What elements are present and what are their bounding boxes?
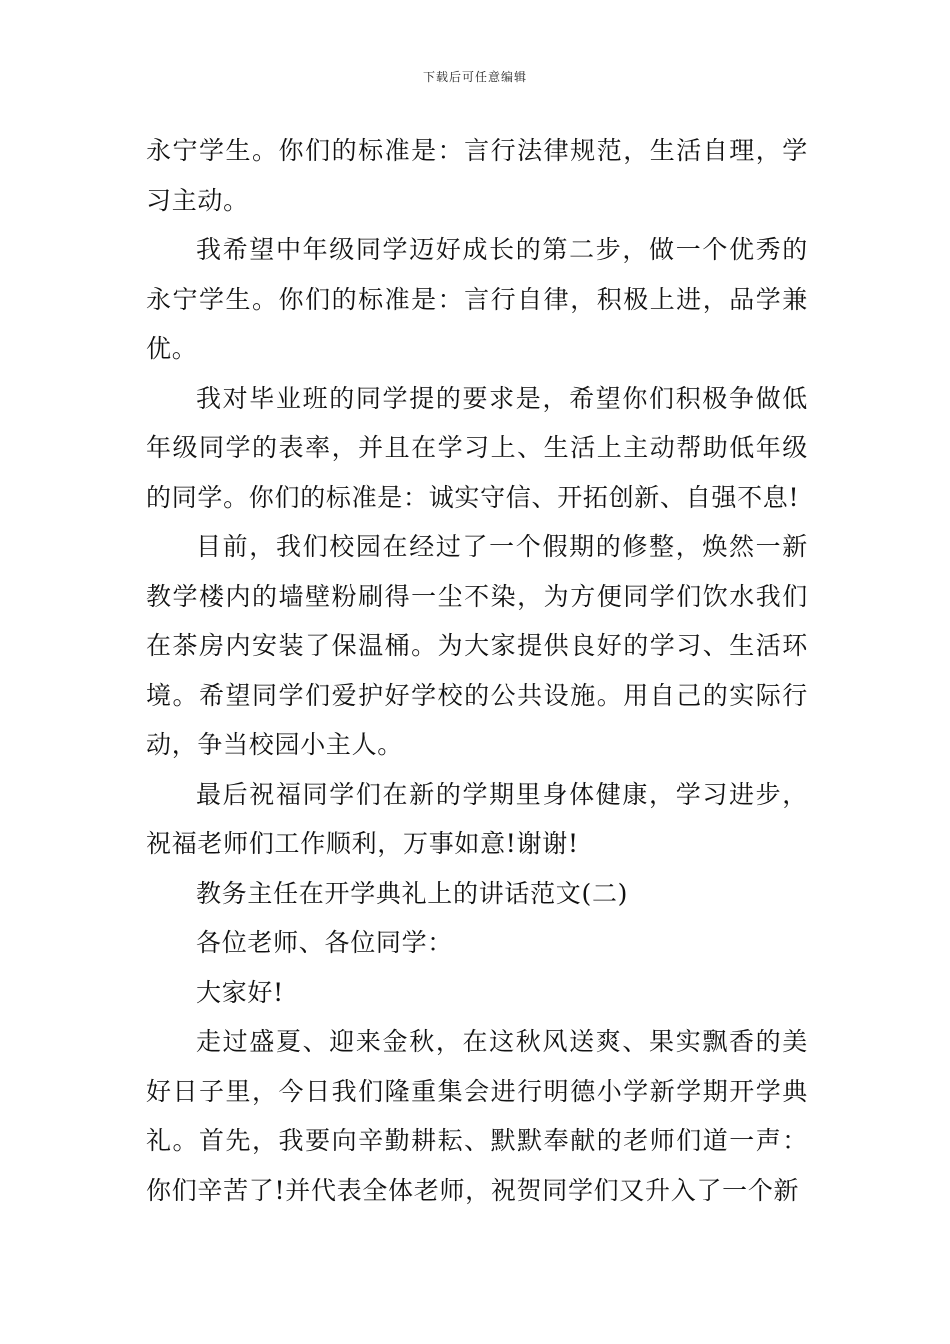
paragraph: 最后祝福同学们在新的学期里身体健康，学习进步，祝福老师们工作顺利，万事如意!谢谢! (146, 779, 808, 858)
section-title: 教务主任在开学典礼上的讲话范文(二) (196, 878, 629, 908)
paragraph: 永宁学生。你们的标准是：言行法律规范，生活自理，学习主动。 (146, 136, 808, 215)
salutation: 各位老师、各位同学： (196, 928, 454, 957)
header-note: 下载后可任意编辑 (422, 70, 527, 84)
document-body (146, 126, 808, 1215)
paragraph: 目前，我们校园在经过了一个假期的修整，焕然一新教学楼内的墙壁粉刷得一尘不染，为方便同学们饮水我们在茶房内安装了保温桶。为大家提供良好的学习、生活环境。希望同学们爱护好学校的公共设施。用自己的实际行动，争当校园小主人。 (146, 532, 808, 759)
paragraph: 我希望中年级同学迈好成长的第二步，做一个优秀的永宁学生。你们的标准是：言行自律，积极上进，品学兼优。 (146, 235, 808, 363)
greeting: 大家好! (196, 977, 284, 1007)
paragraph: 我对毕业班的同学提的要求是，希望你们积极争做低年级同学的表率，并且在学习上、生活上主动帮助低年级的同学。你们的标准是：诚实守信、开拓创新、自强不息! (146, 383, 808, 512)
paragraph: 走过盛夏、迎来金秋，在这秋风送爽、果实飘香的美好日子里，今日我们隆重集会进行明德小学新学期开学典礼。首先，我要向辛勤耕耘、默默奉献的老师们道一声：你们辛苦了!并代表全体老师，祝贺同学们又升入了一个新 (146, 1027, 808, 1205)
